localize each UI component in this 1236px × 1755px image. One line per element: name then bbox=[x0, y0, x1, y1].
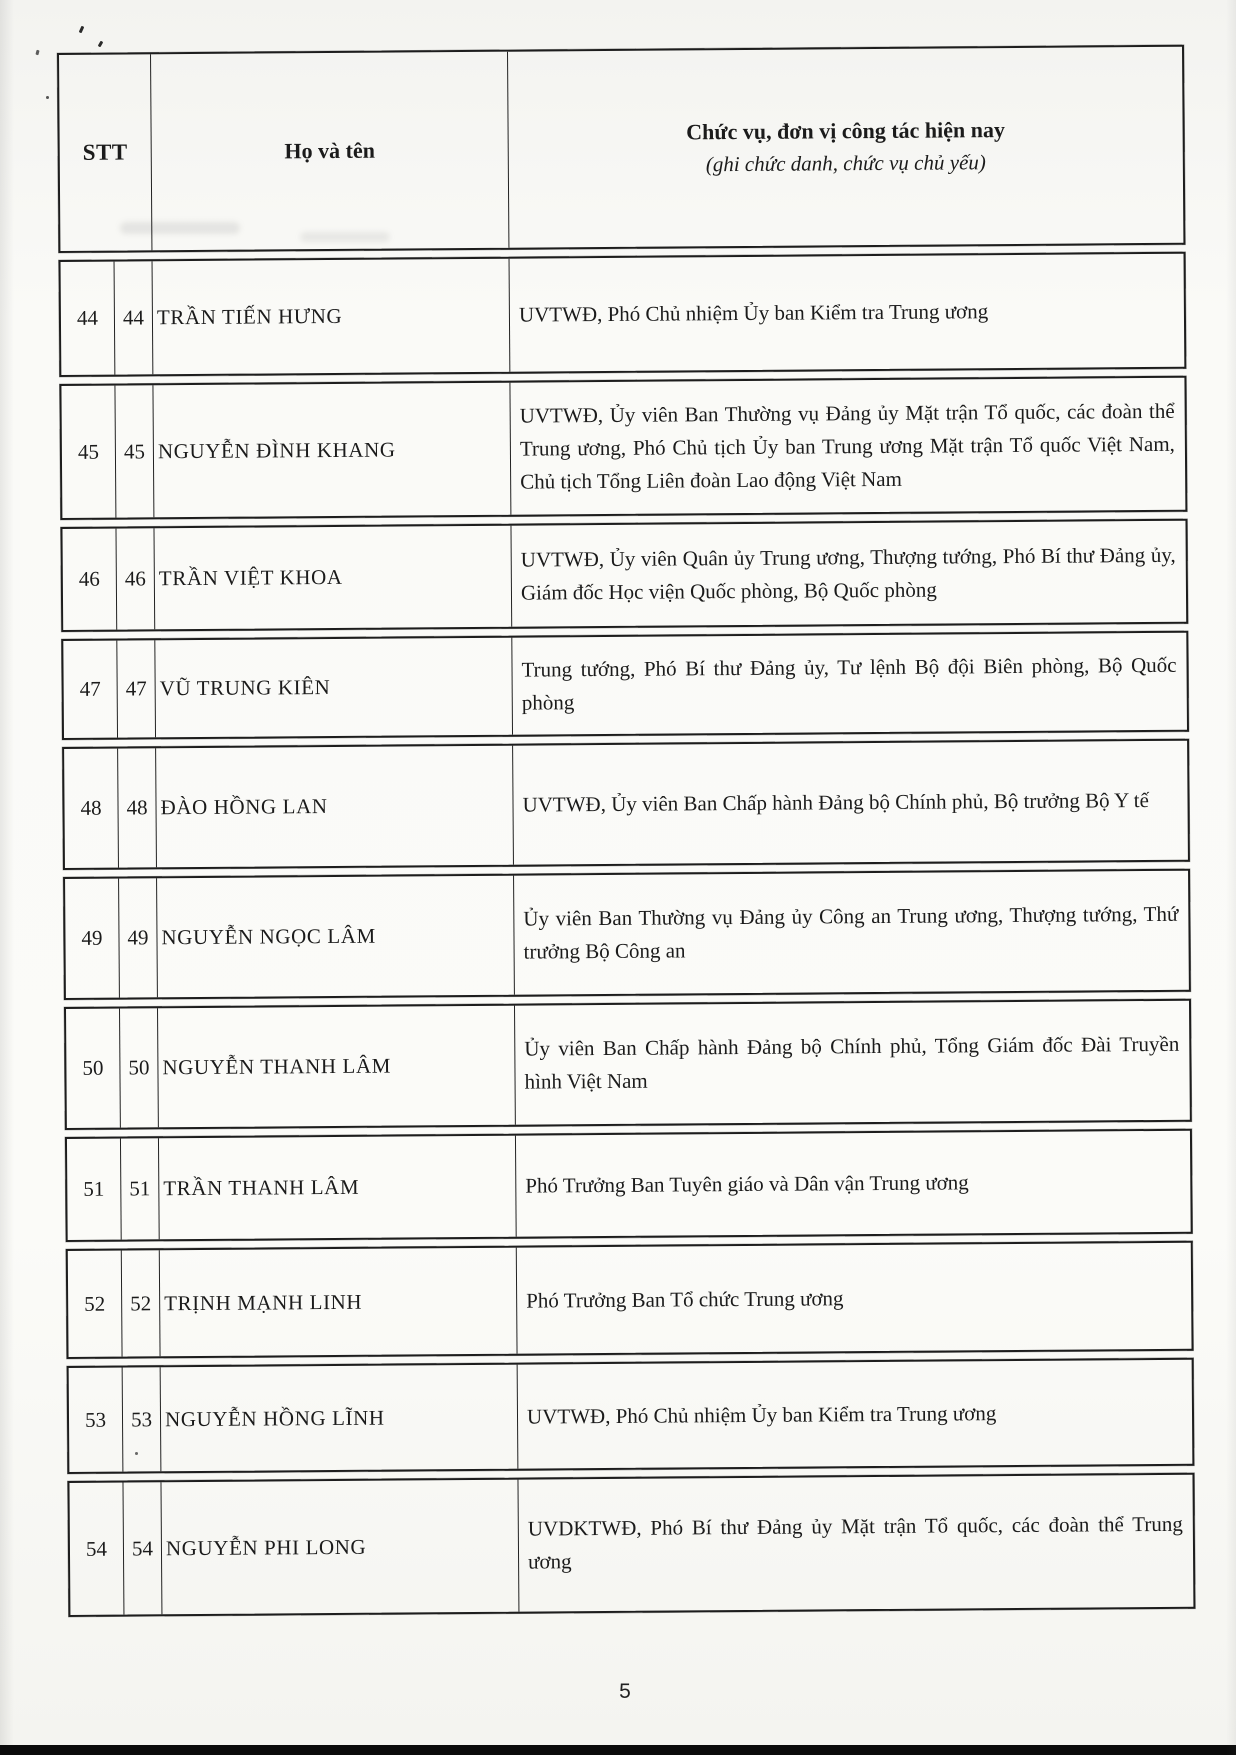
stt-value: 45 bbox=[77, 439, 100, 464]
name-value: ĐÀO HỒNG LAN bbox=[160, 794, 328, 820]
table-row bbox=[66, 1241, 1194, 1359]
position-value: UVTWĐ, Phó Chủ nhiệm Ủy ban Kiểm tra Trung ương bbox=[518, 299, 989, 327]
stt-value: 46 bbox=[124, 566, 146, 591]
stt-value: 45 bbox=[123, 438, 146, 464]
name-value: NGUYỄN NGỌC LÂM bbox=[161, 923, 376, 950]
name-value: NGUYỄN ĐÌNH KHANG bbox=[157, 437, 396, 463]
stt-cell-duplicate bbox=[119, 1008, 158, 1127]
stt-cell-duplicate bbox=[117, 748, 156, 867]
position-cell bbox=[512, 741, 1188, 865]
header-position-subtitle: (ghi chức danh, chức vụ chủ yếu) bbox=[705, 150, 986, 177]
name-value: NGUYỄN HỒNG LĨNH bbox=[164, 1405, 385, 1431]
stt-cell-duplicate bbox=[114, 385, 153, 517]
stt-value: 50 bbox=[82, 1055, 104, 1080]
position-cell bbox=[510, 521, 1186, 627]
position-value: UVTWĐ, Phó Chủ nhiệm Ủy ban Kiểm tra Trung ương bbox=[526, 1400, 997, 1429]
position-cell bbox=[509, 378, 1185, 515]
header-name-label: Họ và tên bbox=[284, 137, 376, 164]
name-cell bbox=[159, 1248, 517, 1357]
position-value: Phó Trưởng Ban Tuyên giáo và Dân vận Trung ương bbox=[525, 1170, 969, 1198]
table-row bbox=[59, 252, 1187, 377]
name-cell bbox=[157, 1006, 515, 1128]
stt-value: 48 bbox=[80, 795, 102, 820]
stt-cell-duplicate bbox=[122, 1367, 161, 1471]
position-cell bbox=[517, 1475, 1193, 1612]
stt-cell bbox=[67, 1139, 121, 1240]
stt-cell bbox=[61, 386, 115, 518]
name-value: TRỊNH MẠNH LINH bbox=[164, 1289, 363, 1315]
stt-cell bbox=[66, 1009, 120, 1128]
name-cell bbox=[156, 876, 514, 998]
position-cell bbox=[514, 1001, 1190, 1125]
stt-value: 47 bbox=[125, 676, 147, 701]
table-row bbox=[60, 519, 1188, 632]
stt-value: 51 bbox=[129, 1176, 151, 1201]
name-cell bbox=[152, 259, 510, 375]
stt-value: 53 bbox=[84, 1407, 107, 1432]
stt-cell-duplicate bbox=[118, 878, 157, 997]
header-position-title: Chức vụ, đơn vị công tác hiện nay bbox=[686, 117, 1006, 145]
name-value: NGUYỄN THANH LÂM bbox=[162, 1053, 392, 1080]
name-cell bbox=[154, 638, 512, 738]
position-value: UVTWĐ, Ủy viên Ban Thường vụ Đảng ủy Mặt trận Tổ quốc, các đoàn thể Trung ương, Phó Chủ tịch Ủy ban Trung ương Mặt trận Tổ quốc Việt Nam, Chủ tịch Tổng Liên đoàn Lao động Việt Nam bbox=[519, 398, 1175, 494]
stt-value: 52 bbox=[84, 1291, 106, 1316]
stt-value: 44 bbox=[122, 305, 145, 330]
table-row bbox=[65, 1129, 1193, 1242]
stt-cell-duplicate bbox=[116, 640, 155, 737]
scan-speck bbox=[35, 50, 39, 56]
name-cell bbox=[155, 746, 513, 868]
stt-cell bbox=[63, 641, 117, 738]
header-stt-cell bbox=[59, 54, 151, 251]
position-value: UVTWĐ, Ủy viên Quân ủy Trung ương, Thượng tướng, Phó Bí thư Đảng ủy, Giám đốc Học viện Quốc phòng, Bộ Quốc phòng bbox=[520, 542, 1176, 605]
position-value: UVTWĐ, Ủy viên Ban Chấp hành Đảng bộ Chính phủ, Bộ trưởng Bộ Y tế bbox=[522, 788, 1149, 817]
position-cell bbox=[511, 633, 1187, 735]
header-stt-label: STT bbox=[82, 139, 128, 165]
stt-cell-duplicate bbox=[114, 261, 153, 374]
name-value: NGUYỄN PHI LONG bbox=[165, 1534, 367, 1560]
position-cell bbox=[517, 1360, 1193, 1469]
name-value: TRẦN TIẾN HƯNG bbox=[156, 303, 343, 330]
position-cell bbox=[515, 1131, 1191, 1237]
stt-value: 51 bbox=[83, 1176, 105, 1201]
stt-value: 52 bbox=[130, 1290, 152, 1315]
stt-cell bbox=[62, 529, 116, 630]
name-value: VŨ TRUNG KIÊN bbox=[159, 675, 331, 701]
stt-value: 49 bbox=[81, 925, 103, 950]
stt-value: 44 bbox=[76, 305, 99, 330]
table-row bbox=[61, 631, 1189, 740]
name-cell bbox=[152, 383, 510, 518]
stt-cell-duplicate bbox=[122, 1482, 161, 1614]
stt-value: 50 bbox=[128, 1055, 150, 1080]
stt-cell bbox=[68, 1251, 122, 1357]
position-cell bbox=[513, 871, 1189, 995]
stt-value: 53 bbox=[130, 1406, 153, 1431]
table-row bbox=[67, 1358, 1195, 1474]
table-header-row bbox=[57, 45, 1185, 253]
stt-value: 47 bbox=[79, 676, 101, 701]
name-cell bbox=[160, 1365, 518, 1472]
position-value: Ủy viên Ban Thường vụ Đảng ủy Công an Trung ương, Thượng tướng, Thứ trưởng Bộ Công an bbox=[523, 901, 1179, 964]
position-value: Ủy viên Ban Chấp hành Đảng bộ Chính phủ, Tổng Giám đốc Đài Truyền hình Việt Nam bbox=[524, 1031, 1180, 1094]
stt-cell-duplicate bbox=[120, 1138, 159, 1239]
name-cell bbox=[153, 526, 511, 630]
stt-cell bbox=[65, 879, 119, 998]
name-value: TRẦN VIỆT KHOA bbox=[158, 564, 343, 591]
header-name-cell bbox=[150, 52, 508, 251]
stt-cell bbox=[61, 262, 115, 375]
position-cell bbox=[509, 254, 1185, 372]
scan-speck bbox=[98, 41, 104, 48]
scan-edge-bar bbox=[0, 1745, 1236, 1755]
position-value: Phó Trưởng Ban Tổ chức Trung ương bbox=[526, 1285, 844, 1313]
stt-value: 54 bbox=[131, 1535, 154, 1560]
table-row bbox=[63, 869, 1191, 1000]
header-position-cell bbox=[507, 47, 1183, 248]
position-cell bbox=[516, 1243, 1192, 1354]
stt-cell-duplicate bbox=[121, 1250, 160, 1356]
stt-value: 48 bbox=[126, 795, 148, 820]
stt-value: 54 bbox=[85, 1536, 108, 1561]
stt-cell-duplicate bbox=[115, 528, 154, 629]
name-cell bbox=[160, 1480, 518, 1615]
position-value: UVDKTWĐ, Phó Bí thư Đảng ủy Mặt trận Tổ quốc, các đoàn thể Trung ương bbox=[527, 1511, 1183, 1574]
stt-value: 46 bbox=[78, 566, 100, 591]
stt-cell bbox=[69, 1483, 123, 1615]
scan-speck bbox=[46, 96, 49, 99]
stt-cell bbox=[69, 1368, 123, 1472]
stt-value: 49 bbox=[127, 925, 149, 950]
table-row bbox=[59, 376, 1187, 520]
table-row bbox=[67, 1473, 1195, 1617]
scan-speck bbox=[79, 26, 85, 34]
table-row bbox=[62, 739, 1190, 870]
table-row bbox=[64, 999, 1192, 1130]
name-value: TRẦN THANH LÂM bbox=[163, 1174, 360, 1201]
page-number: 5 bbox=[619, 1680, 631, 1703]
position-value: Trung tướng, Phó Bí thư Đảng ủy, Tư lệnh Bộ đội Biên phòng, Bộ Quốc phòng bbox=[521, 652, 1177, 715]
stt-cell bbox=[64, 749, 118, 868]
officials-table bbox=[57, 45, 1195, 1624]
name-cell bbox=[158, 1136, 516, 1240]
